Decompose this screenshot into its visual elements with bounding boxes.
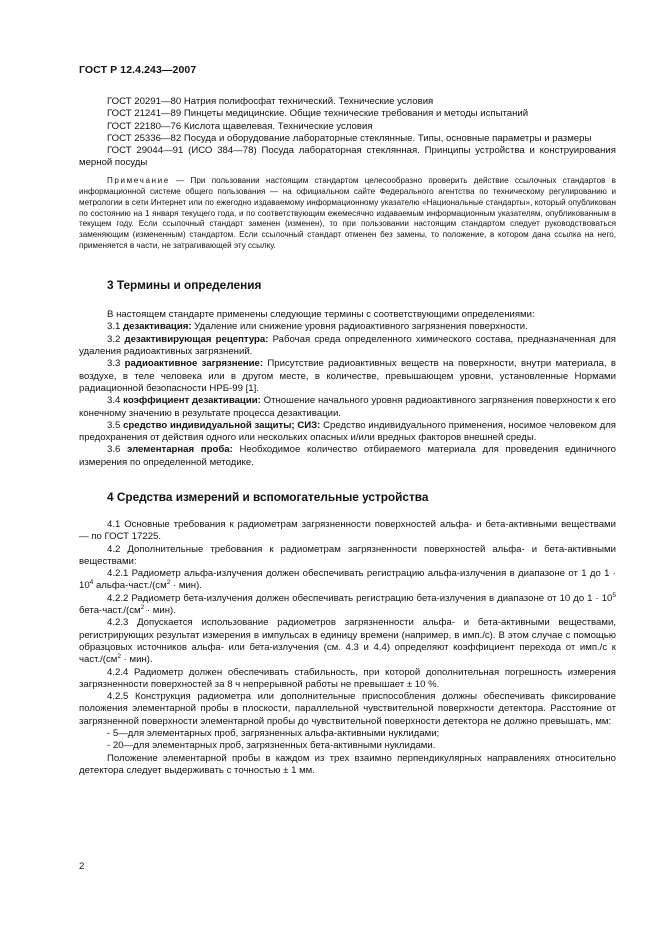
clause-4-2-1: 4.2.1 Радиометр альфа-излучения должен обеспечивать регистрацию альфа-излучения в диапазоне от 1 до $1 \cdot 10^4$ альфа-$част./(см^2 \cdot мин)$. [79, 568, 616, 592]
section-3-title: 3 Термины и определения [107, 278, 262, 293]
note-text: — При пользовании настоящим стандартом целесообразно проверить действие ссылочных стандартов в информационной системе общего пользования — на официальном сайте Федерального агентства по техническому регулированию и метрологии в сети Интернет или по ежегодно издаваемому информационному указателю «Национальные стандарты», который опубликован по состоянию на 1 января текущего года, и по соответствующим ежемесячно издаваемым информационным указателям, опубликованным в текущем году. Если ссылочный стандарт заменен (изменен), то при пользовании настоящим стандартом следует руководствоваться заменяющим (измененным) стандартом. Если ссылочный стандарт отменен без замены, то положение, в котором дана ссылка на него, применяется в части, не затрагивающей эту ссылку. [79, 175, 616, 251]
running-header: ГОСТ Р 12.4.243—2007 [79, 64, 197, 76]
list-item: - 5—для элементарных проб, загрязненных альфа-активными нуклидами; [107, 728, 440, 740]
definition-3-1: 3.1 дезактивация: Удаление или снижение уровня радиоактивного загрязнения поверхности. [107, 321, 528, 333]
normative-references [79, 96, 616, 170]
clause-4-1: 4.1 Основные требования к радиометрам загрязненности поверхностей альфа- и бета-активными веществами — по ГОСТ 17225. [79, 518, 616, 543]
reference-item: ГОСТ 29044—91 (ИСО 384—78) Посуда лабораторная стеклянная. Принципы устройства и конструирования мерной посуды [79, 145, 616, 169]
bullet-dash: - [107, 728, 113, 740]
section-4-title: 4 Средства измерений и вспомогательные устройства [107, 489, 429, 504]
reference-item: ГОСТ 20291—80 Натрия полифосфат технический. Технические условия [107, 96, 434, 107]
clause-4-2-4: 4.2.4 Радиометр должен обеспечивать стабильность, при которой дополнительная погрешность измерения загрязненности поверхностей за 8 ч непрерывной работы не превышает ± 10 %. [79, 666, 616, 690]
section-3-intro: В настоящем стандарте применены следующие термины с соответствующими определениями: [107, 309, 535, 321]
clause-4-2-2: 4.2.2 Радиометр бета-излучения должен обеспечивать регистрацию бета-излучения в диапазоне от 10 до $1 \cdot 10^5$ бета-$част./(см^2 \cdot мин)$. [79, 591, 616, 617]
term: элементарная проба: [127, 444, 233, 456]
definition-3-3: 3.3 радиоактивное загрязнение: Присутствие радиоактивных веществ на поверхности, внутри материала, в воздухе, в теле человека или в другом месте, в количестве, превышающем уровни, установленные Нормами радиационной безопасности НРБ-99 [1]. [79, 358, 616, 394]
clause-4-2: 4.2 Дополнительные требования к радиометрам загрязненности поверхностей альфа- и бета-активными веществами: [79, 543, 616, 567]
term: средство индивидуальной защиты; СИЗ: [123, 419, 321, 431]
page-content [79, 96, 616, 777]
clause-4-2-6: Положение элементарной пробы в каждом из трех взаимно перпендикулярных направлениях относительно детектора следует выдерживать с точностью ± 1 мм. [79, 752, 616, 776]
list-item: - 20—для элементарных проб, загрязненных бета-активными нуклидами. [107, 740, 436, 752]
term: коэффициент дезактивации: [123, 395, 261, 407]
term: дезактивирующая рецептура: [124, 333, 269, 345]
definition-3-5: 3.5 средство индивидуальной защиты; СИЗ: Средство индивидуального применения, носимое человеком для предохранения от действия одного или нескольких опасных и/или вредных факторов внешней среды. [79, 419, 616, 444]
term: радиоактивное загрязнение: [124, 358, 264, 370]
reference-item: ГОСТ 21241—89 Пинцеты медицинские. Общие технические требования и методы испытаний [107, 108, 529, 120]
reference-item: ГОСТ 22180—76 Кислота щавелевая. Технические условия [107, 120, 373, 132]
definition-3-4: 3.4 коэффициент дезактивации: Отношение начального уровня радиоактивного загрязнения поверхности к его конечному значению в результате процесса дезактивации. [79, 395, 616, 419]
definition-3-6: 3.6 элементарная проба: Необходимое количество отбираемого материала для проведения единичного измерения по определенной методике. [79, 444, 616, 468]
clause-4-2-3: 4.2.3 Допускается использование радиометров загрязненности альфа- и бета-активными веществами, регистрирующих результат измерения в импульсах в единицу времени (например, в имп./с). В этом случае с помощью образцовых источников альфа- или бета-излучения (см. 4.3 и 4.4) определяют коэффициент перехода от имп./с к $част./(см^2 \cdot мин)$. [79, 617, 616, 666]
clause-4-2-5: 4.2.5 Конструкция радиометра или дополнительные приспособления должны обеспечивать фиксирование положения элементарной пробы в плоскости, параллельной чувствительной поверхности детектора. Расстояние от загрязненной поверхности элементарной пробы до чувствительной поверхности детектора не должно превышать, мм: [79, 691, 616, 727]
note [79, 176, 616, 252]
bullet-dash: - [107, 740, 113, 752]
reference-item: ГОСТ 25336—82 Посуда и оборудование лабораторные стеклянные. Типы, основные параметры и размеры [107, 132, 592, 144]
term: дезактивация: [123, 321, 192, 333]
definition-3-2: 3.2 дезактивирующая рецептура: Рабочая среда определенного химического состава, предназначенная для удаления радиоактивных загрязнений. [79, 333, 616, 358]
note-label: Примечание [107, 175, 170, 185]
page-number: 2 [79, 861, 85, 872]
